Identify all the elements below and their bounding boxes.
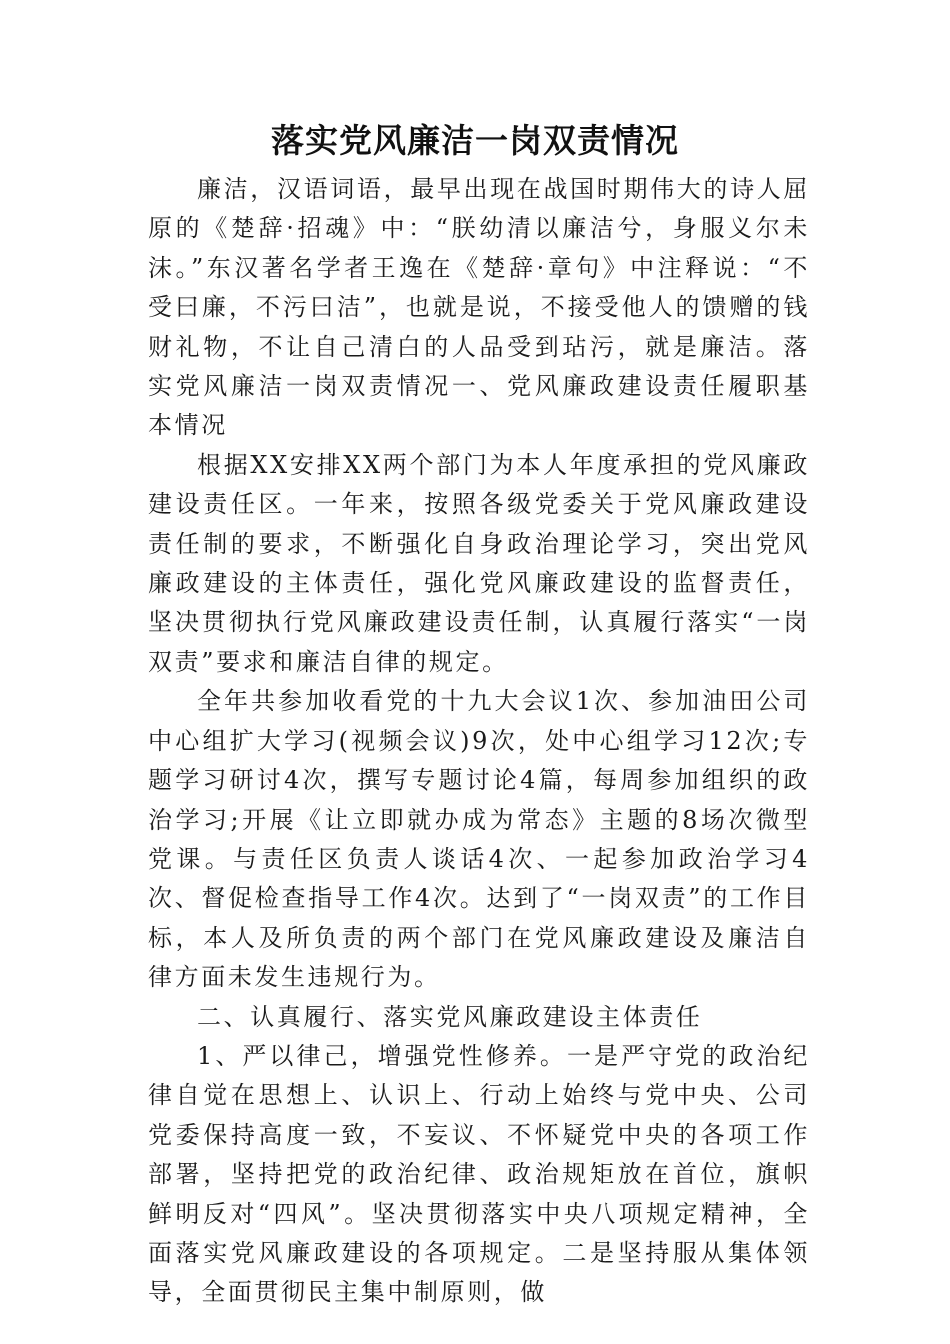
document-body [148, 170, 810, 1313]
document-title: 落实党风廉洁一岗双责情况 [271, 121, 679, 160]
paragraph-self-discipline: 1、严以律己，增强党性修养。一是严守党的政治纪律自觉在思想上、认识上、行动上始终与党中央、公司党委保持高度一致，不妄议、不怀疑党中央的各项工作部署，坚持把党的政治纪律、政治规矩放在首位，旗帜鲜明反对“四风”。坚决贯彻落实中央八项规定精神，全面落实党风廉政建设的各项规定。二是坚持服从集体领导，全面贯彻民主集中制原则，做 [148, 1041, 810, 1307]
section-heading-two: 二、认真履行、落实党风廉政建设主体责任 [197, 1002, 703, 1031]
paragraph-intro: 廉洁，汉语词语，最早出现在战国时期伟大的诗人屈原的《楚辞·招魂》中：“朕幼清以廉洁兮，身服义尔未沫。”东汉著名学者王逸在《楚辞·章句》中注释说：“不受曰廉，不污曰洁”，也就是说，不接受他人的馈赠的钱财礼物，不让自己清白的人品受到玷污，就是廉洁。落实党风廉洁一岗双责情况一、党风廉政建设责任履职基本情况 [148, 175, 810, 440]
paragraph-annual-study: 全年共参加收看党的十九大会议1次、参加油田公司中心组扩大学习(视频会议)9次，处中心组学习12次;专题学习研讨4次，撰写专题讨论4篇，每周参加组织的政治学习;开展《让立即就办成为常态》主题的8场次微型党课。与责任区负责人谈话4次、一起参加政治学习4次、督促检查指导工作4次。达到了“一岗双责”的工作目标，本人及所负责的两个部门在党风廉政建设及廉洁自律方面未发生违规行为。 [148, 687, 810, 992]
paragraph-responsibility-area: 根据XX安排XX两个部门为本人年度承担的党风廉政建设责任区。一年来，按照各级党委关于党风廉政建设责任制的要求，不断强化自身政治理论学习，突出党风廉政建设的主体责任，强化党风廉政建设的监督责任，坚决贯彻执行党风廉政建设责任制，认真履行落实“一岗双责”要求和廉洁自律的规定。 [148, 450, 810, 676]
